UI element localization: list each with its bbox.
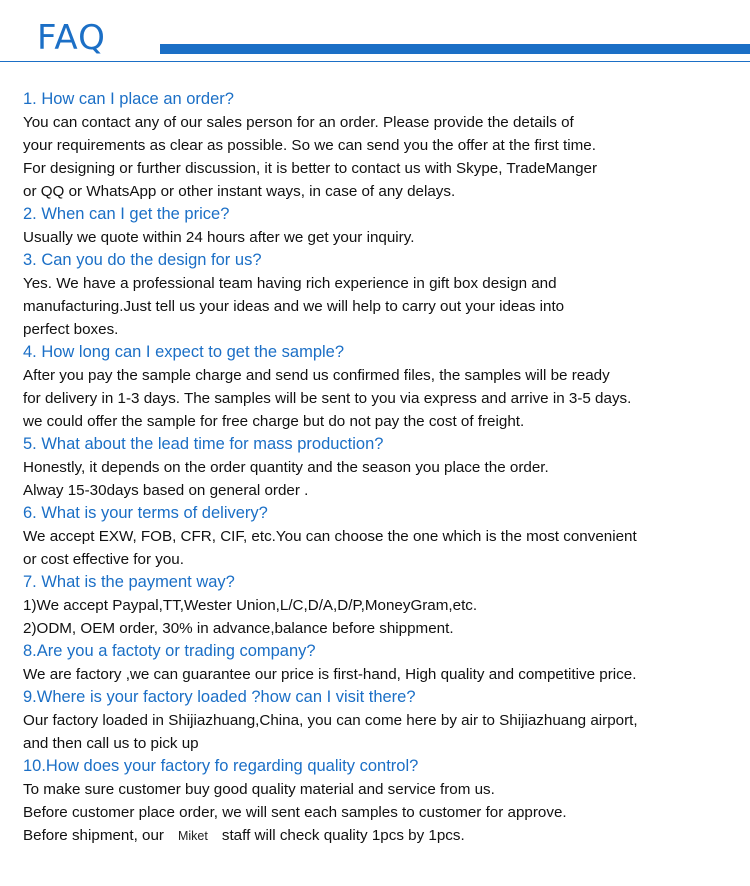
faq-answer-line: Honestly, it depends on the order quantity and the season you place the order. (23, 459, 549, 476)
faq-answer-line: We are factory ,we can guarantee our price is first-hand, High quality and competitive price. (23, 666, 637, 683)
faq-item-10 (23, 755, 743, 848)
faq-question: 5. What about the lead time for mass production? (23, 435, 384, 453)
faq-question: 6. What is your terms of delivery? (23, 504, 268, 522)
faq-item-4 (23, 341, 743, 433)
faq-item-3 (23, 249, 743, 341)
faq-question: 2. When can I get the price? (23, 205, 230, 223)
faq-item-7 (23, 571, 743, 640)
faq-question: 9.Where is your factory loaded ?how can I visit there? (23, 688, 416, 706)
header-accent-bar (160, 44, 750, 54)
faq-answer-last-line (23, 824, 743, 848)
faq-item-5 (23, 433, 743, 502)
faq-question: 1. How can I place an order? (23, 90, 234, 108)
brand-name-label: Miket (164, 825, 222, 848)
faq-answer-line: You can contact any of our sales person for an order. Please provide the details of (23, 114, 574, 131)
faq-answer-line: and then call us to pick up (23, 735, 199, 752)
faq-answer-line: For designing or further discussion, it is better to contact us with Skype, TradeManger (23, 160, 598, 177)
faq-answer-line: 2)ODM, OEM order, 30% in advance,balance before shippment. (23, 620, 454, 637)
faq-item-9 (23, 686, 743, 755)
faq-answer-line: Yes. We have a professional team having rich experience in gift box design and (23, 275, 557, 292)
faq-header (0, 0, 750, 72)
faq-answer-line: After you pay the sample charge and send us confirmed files, the samples will be ready (23, 367, 610, 384)
faq-question: 4. How long can I expect to get the sample? (23, 343, 345, 361)
faq-answer-line: we could offer the sample for free charge but do not pay the cost of freight. (23, 413, 525, 430)
last-line-after: staff will check quality 1pcs by 1pcs. (221, 827, 465, 844)
faq-answer-line: for delivery in 1-3 days. The samples will be sent to you via express and arrive in 3-5 days. (23, 390, 632, 407)
faq-item-6 (23, 502, 743, 571)
header-divider (0, 61, 750, 62)
faq-answer-line: Alway 15-30days based on general order . (23, 482, 309, 499)
faq-answer-line: Usually we quote within 24 hours after we get your inquiry. (23, 229, 415, 246)
faq-question: 8.Are you a factoty or trading company? (23, 642, 316, 660)
faq-question: 10.How does your factory fo regarding quality control? (23, 757, 419, 775)
faq-answer-line: or QQ or WhatsApp or other instant ways, in case of any delays. (23, 183, 456, 200)
faq-answer-line: To make sure customer buy good quality material and service from us. (23, 781, 495, 798)
faq-answer-line: your requirements as clear as possible. So we can send you the offer at the first time. (23, 137, 596, 154)
faq-item-1 (23, 88, 743, 203)
faq-answer-line: Our factory loaded in Shijiazhuang,China, you can come here by air to Shijiazhuang airport, (23, 712, 638, 729)
faq-answer-line: perfect boxes. (23, 321, 119, 338)
last-line-before: Before shipment, our (23, 827, 164, 844)
faq-answer-line: We accept EXW, FOB, CFR, CIF, etc.You can choose the one which is the most convenient (23, 528, 637, 545)
faq-question: 7. What is the payment way? (23, 573, 235, 591)
faq-question: 3. Can you do the design for us? (23, 251, 262, 269)
faq-answer-line: Before customer place order, we will sent each samples to customer for approve. (23, 804, 567, 821)
faq-list (23, 88, 743, 848)
faq-item-8 (23, 640, 743, 686)
faq-answer-line: or cost effective for you. (23, 551, 184, 568)
faq-answer-line: 1)We accept Paypal,TT,Wester Union,L/C,D/A,D/P,MoneyGram,etc. (23, 597, 478, 614)
faq-item-2 (23, 203, 743, 249)
faq-answer-line: manufacturing.Just tell us your ideas and we will help to carry out your ideas into (23, 298, 565, 315)
page-title: FAQ (37, 18, 106, 58)
